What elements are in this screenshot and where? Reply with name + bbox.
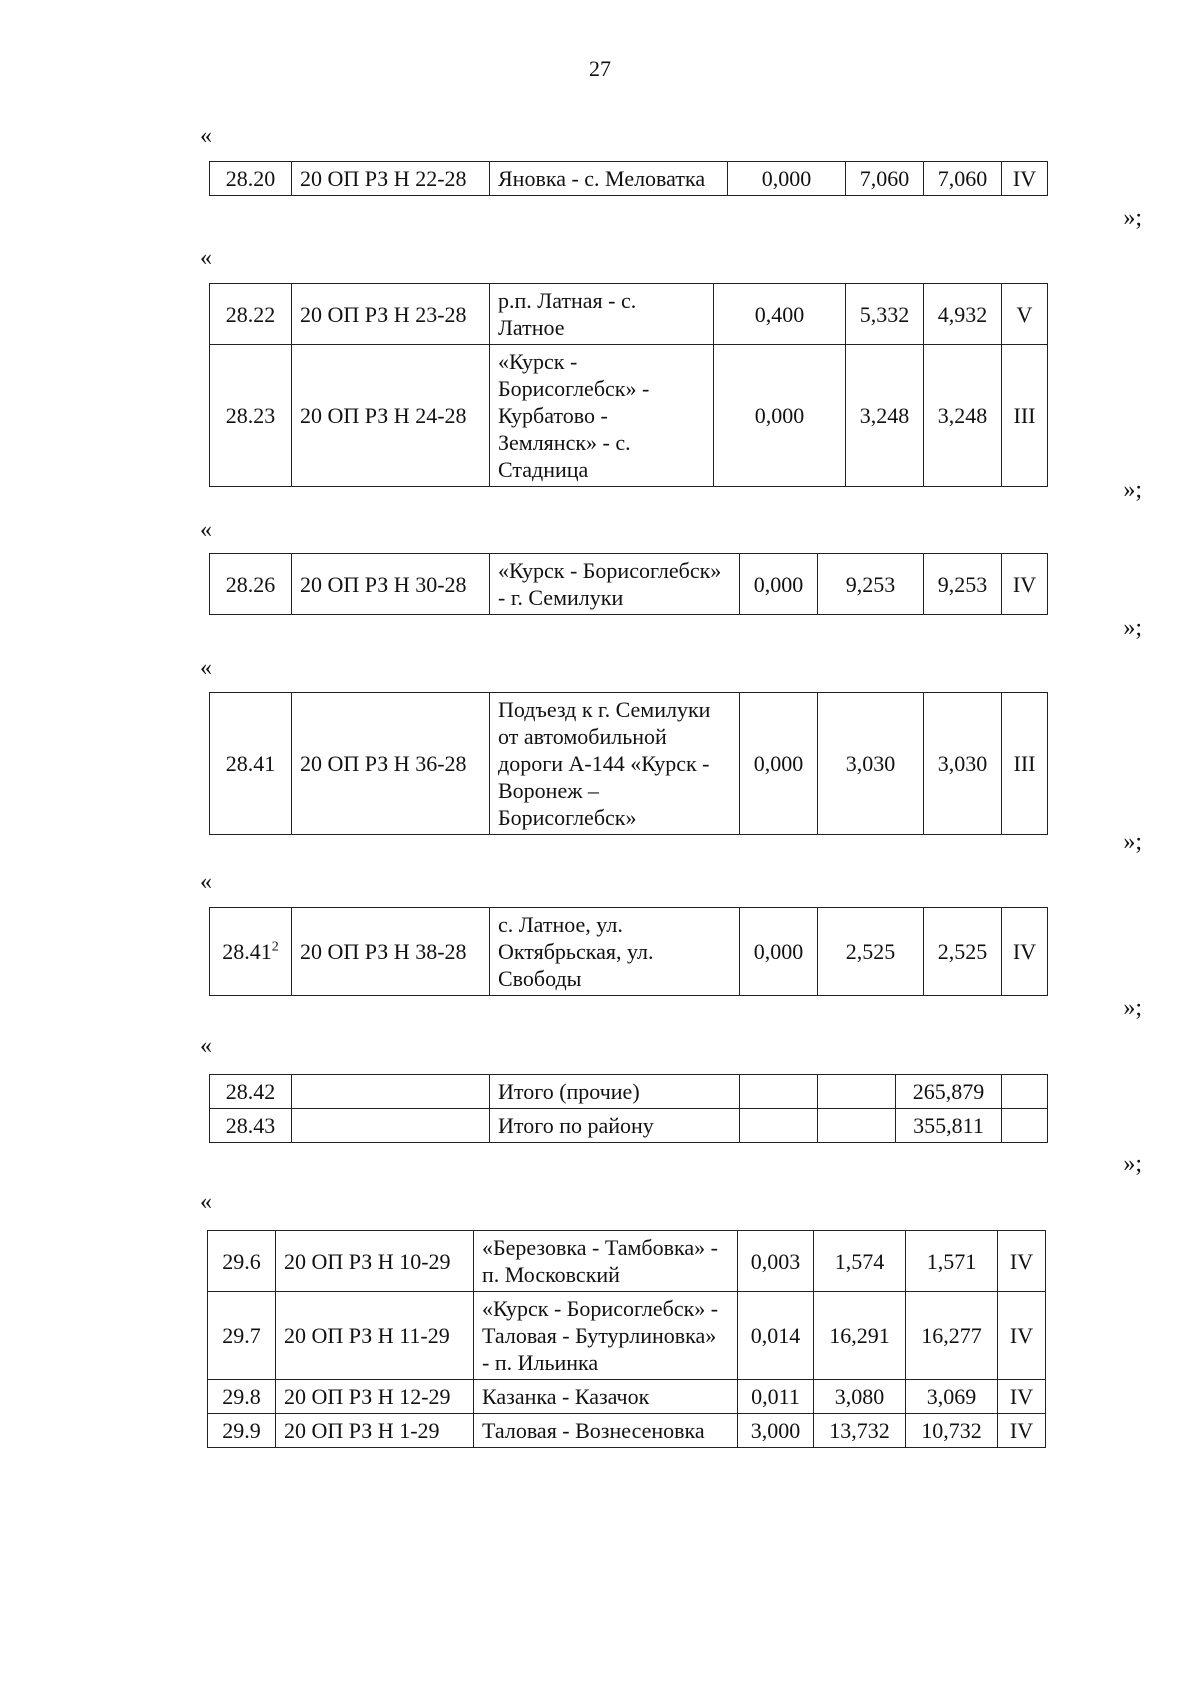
road-table: [207, 1230, 1046, 1448]
total-label: Итого (прочие): [490, 1075, 740, 1109]
start-km: [740, 1109, 818, 1143]
end-km: [818, 1075, 896, 1109]
road-category: IV: [998, 1231, 1046, 1292]
length-km: 10,732: [906, 1414, 998, 1448]
length-km: 4,932: [924, 284, 1002, 345]
end-km: 3,080: [814, 1380, 906, 1414]
table-row: [208, 1380, 1046, 1414]
end-km: 3,248: [846, 345, 924, 487]
length-km: 3,030: [924, 693, 1002, 835]
start-km: 0,000: [740, 693, 818, 835]
table-row: [208, 1231, 1046, 1292]
road-table: [209, 692, 1048, 835]
length-km: 1,571: [906, 1231, 998, 1292]
row-number: 28.42: [210, 1075, 292, 1109]
open-quote: «: [200, 245, 212, 271]
road-name: «Березовка - Тамбовка» - п. Московский: [474, 1231, 738, 1292]
road-category: IV: [998, 1292, 1046, 1380]
end-km: [818, 1109, 896, 1143]
table-row: [208, 1414, 1046, 1448]
road-name: Казанка - Казачок: [474, 1380, 738, 1414]
road-code: 20 ОП РЗ Н 12-29: [276, 1380, 474, 1414]
road-name: Яновка - с. Меловатка: [490, 162, 728, 196]
close-quote: »;: [1123, 995, 1142, 1021]
road-code: 20 ОП РЗ Н 38-28: [292, 908, 490, 996]
road-category: [1002, 1075, 1048, 1109]
row-number: 28.41$^2$: [210, 908, 292, 996]
end-km: 9,253: [818, 554, 924, 615]
road-table: [209, 1074, 1048, 1143]
total-length-km: 355,811: [896, 1109, 1002, 1143]
table-row: [208, 1292, 1046, 1380]
road-code: 20 ОП РЗ Н 24-28: [292, 345, 490, 487]
row-number: 28.23: [210, 345, 292, 487]
end-km: 1,574: [814, 1231, 906, 1292]
row-number: 28.26: [210, 554, 292, 615]
road-category: IV: [1002, 908, 1048, 996]
road-category: IV: [998, 1380, 1046, 1414]
start-km: 0,000: [714, 345, 846, 487]
road-name: «Курск - Борисоглебск» - г. Семилуки: [490, 554, 740, 615]
table-row: [210, 554, 1048, 615]
road-category: IV: [1002, 554, 1048, 615]
length-km: 16,277: [906, 1292, 998, 1380]
start-km: [740, 1075, 818, 1109]
start-km: 0,014: [738, 1292, 814, 1380]
start-km: 0,003: [738, 1231, 814, 1292]
start-km: 3,000: [738, 1414, 814, 1448]
road-code: 20 ОП РЗ Н 11-29: [276, 1292, 474, 1380]
road-category: IV: [1002, 162, 1048, 196]
road-category: V: [1002, 284, 1048, 345]
road-category: III: [1002, 345, 1048, 487]
table-row: [210, 693, 1048, 835]
close-quote: »;: [1123, 829, 1142, 855]
row-number: 29.8: [208, 1380, 276, 1414]
road-name: р.п. Латная - с. Латное: [490, 284, 714, 345]
road-category: [1002, 1109, 1048, 1143]
table-row: [210, 162, 1048, 196]
page-number: 27: [589, 56, 611, 81]
row-number: 28.22: [210, 284, 292, 345]
table-row: [210, 345, 1048, 487]
table-row: [210, 1075, 1048, 1109]
road-code: 20 ОП РЗ Н 30-28: [292, 554, 490, 615]
row-number: 29.7: [208, 1292, 276, 1380]
road-table: [209, 553, 1048, 615]
open-quote: «: [200, 1033, 212, 1059]
table-row: [210, 1109, 1048, 1143]
end-km: 13,732: [814, 1414, 906, 1448]
road-name: Подъезд к г. Семилуки от автомобильной дороги А-144 «Курск - Воронеж – Борисоглебск»: [490, 693, 740, 835]
total-length-km: 265,879: [896, 1075, 1002, 1109]
start-km: 0,000: [740, 908, 818, 996]
road-table: [209, 161, 1048, 196]
end-km: 3,030: [818, 693, 924, 835]
end-km: 5,332: [846, 284, 924, 345]
end-km: 2,525: [818, 908, 924, 996]
open-quote: «: [200, 1189, 212, 1215]
road-category: IV: [998, 1414, 1046, 1448]
row-number: 28.43: [210, 1109, 292, 1143]
table-row: [210, 908, 1048, 996]
road-name: Таловая - Вознесеновка: [474, 1414, 738, 1448]
road-code: [292, 1109, 490, 1143]
road-category: III: [1002, 693, 1048, 835]
close-quote: »;: [1123, 205, 1142, 231]
row-number: 29.9: [208, 1414, 276, 1448]
open-quote: «: [200, 517, 212, 543]
close-quote: »;: [1123, 477, 1142, 503]
start-km: 0,000: [728, 162, 846, 196]
length-km: 3,069: [906, 1380, 998, 1414]
length-km: 7,060: [924, 162, 1002, 196]
start-km: 0,000: [740, 554, 818, 615]
road-code: 20 ОП РЗ Н 10-29: [276, 1231, 474, 1292]
open-quote: «: [200, 655, 212, 681]
road-code: [292, 1075, 490, 1109]
road-table: [209, 907, 1048, 996]
row-number: 29.6: [208, 1231, 276, 1292]
row-number: 28.20: [210, 162, 292, 196]
length-km: 2,525: [924, 908, 1002, 996]
row-number: 28.41: [210, 693, 292, 835]
length-km: 9,253: [924, 554, 1002, 615]
end-km: 16,291: [814, 1292, 906, 1380]
table-row: [210, 284, 1048, 345]
road-code: 20 ОП РЗ Н 23-28: [292, 284, 490, 345]
road-code: 20 ОП РЗ Н 1-29: [276, 1414, 474, 1448]
road-name: «Курск - Борисоглебск» - Курбатово - Землянск» - с. Стадница: [490, 345, 714, 487]
road-table: [209, 283, 1048, 487]
close-quote: »;: [1123, 615, 1142, 641]
road-code: 20 ОП РЗ Н 22-28: [292, 162, 490, 196]
end-km: 7,060: [846, 162, 924, 196]
start-km: 0,400: [714, 284, 846, 345]
start-km: 0,011: [738, 1380, 814, 1414]
open-quote: «: [200, 869, 212, 895]
length-km: 3,248: [924, 345, 1002, 487]
open-quote: «: [200, 123, 212, 149]
road-name: «Курск - Борисоглебск» - Таловая - Бутурлиновка» - п. Ильинка: [474, 1292, 738, 1380]
close-quote: »;: [1123, 1151, 1142, 1177]
total-label: Итого по району: [490, 1109, 740, 1143]
road-code: 20 ОП РЗ Н 36-28: [292, 693, 490, 835]
road-name: с. Латное, ул. Октябрьская, ул. Свободы: [490, 908, 740, 996]
